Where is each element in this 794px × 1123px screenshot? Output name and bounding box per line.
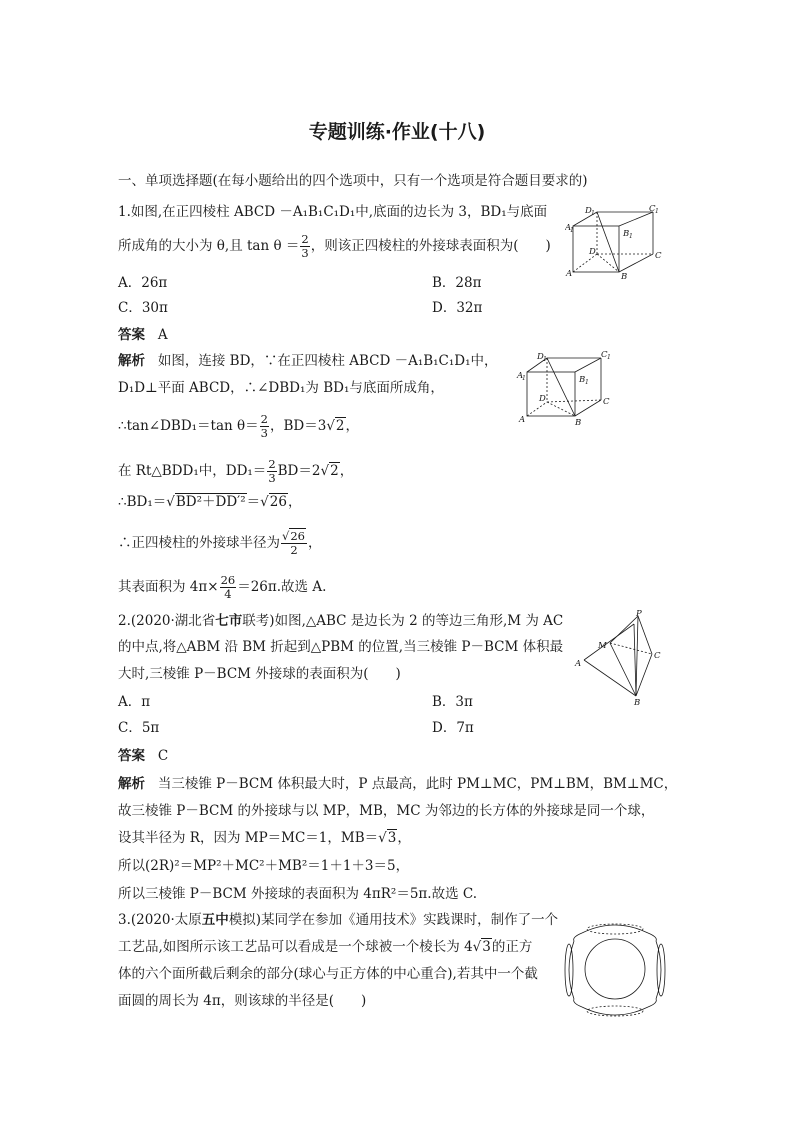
q1-option-a[interactable]: A．26π [118,275,168,291]
label-a1: A [517,371,524,381]
q1-solution-line2: D₁D⊥平面 ABCD，∴∠DBD₁为 BD₁与底面所成角， [118,380,444,396]
label-d1: D [585,206,592,216]
page-title: 专题训练·作业(十八) [308,121,486,143]
label-c: C [655,251,662,261]
label-c1: C [649,204,656,214]
svg-text:1: 1 [570,227,574,234]
label-a: A [519,415,526,425]
q2-stem-line3: 大时,三棱锥 P－BCM 外接球的表面积为( ) [118,666,401,682]
q1-stem-line1: 1.如图,在正四棱柱 ABCD －A₁B₁C₁D₁中,底面的边长为 3，BD₁与底面 [118,204,548,220]
q2-option-d[interactable]: D．7π [432,720,474,736]
q2-triangle-figure [570,610,670,710]
q2-option-c[interactable]: C．5π [118,720,160,736]
q1-option-c[interactable]: C．30π [118,300,168,316]
label-c: C [603,397,610,407]
q3-sphere-figure [560,915,670,1025]
label-d1: D [537,352,544,362]
section-heading: 一、单项选择题(在每小题给出的四个选项中，只有一个选项是符合题目要求的) [118,173,588,189]
label-b: B [634,698,641,708]
q1-option-d[interactable]: D．32π [432,300,483,316]
svg-text:1: 1 [585,379,589,386]
svg-text:1: 1 [607,354,611,361]
q2-solution-line4: 所以(2R)²＝MP²＋MC²＋MB²＝1＋1＋3＝5， [118,858,410,874]
q1-solution-figure [513,350,613,430]
q1-prism-figure [565,204,665,280]
q1-solution-line3: ∴tan∠DBD₁＝tan θ＝ $\frac{2}{3}$ ，BD＝3√2， [118,412,360,440]
q2-answer: 答案 C [118,748,169,764]
label-a: A [575,659,582,669]
label-c1: C [601,350,608,360]
label-b1: B [579,375,586,385]
q2-solution-line2: 故三棱锥 P－BCM 的外接球与以 MP，MB，MC 为邻边的长方体的外接球是同一个球， [118,803,655,819]
q1-solution-line4: 在 Rt△BDD₁中，DD₁＝ $\frac{2}{3}$ BD＝2√2， [118,457,354,485]
q1-solution-line5: ∴BD₁＝√BD²＋DD′²＝√26， [118,494,302,510]
q2-solution-line5: 所以三棱锥 P－BCM 外接球的表面积为 4πR²＝5π.故选 C. [118,886,478,902]
label-d: D [589,247,596,257]
q1-answer: 答案 A [118,327,168,343]
label-b: B [575,418,582,428]
label-b: B [621,272,628,280]
q1-option-b[interactable]: B．28π [432,275,482,291]
q3-stem-line4: 面圆的周长为 4π，则该球的半径是( ) [118,993,367,1009]
label-m: M [598,641,607,651]
label-a1: A [565,223,572,233]
svg-text:1: 1 [629,233,633,240]
q2-stem-line2: 的中点,将△ABM 沿 BM 折起到△PBM 的位置,当三棱锥 P－BCM 体积最 [118,639,564,655]
q1-stem-line2: 所成角的大小为 θ,且 tan θ ＝ $\frac{2}{3}$ ，则该正四棱柱的外接球表面积为( ) [118,232,551,260]
q2-stem-line1: 2.(2020·湖北省七市联考)如图,△ABC 是边长为 2 的等边三角形,M 为 AC [118,613,564,629]
q2-solution-line3: 设其半径为 R，因为 MP＝MC＝1，MB＝√3， [118,830,411,846]
q1-fraction: $\frac{2}{3}$ [301,232,309,260]
label-a: A [566,269,573,279]
label-d: D [539,394,546,404]
label-p: P [636,610,642,619]
svg-text:1: 1 [543,356,547,363]
q2-option-a[interactable]: A．π [118,694,151,710]
q1-solution-line1: 解析 如图，连接 BD，∵在正四棱柱 ABCD －A₁B₁C₁D₁中， [118,353,498,369]
svg-text:1: 1 [591,210,595,217]
label-b1: B [623,229,630,239]
q2-option-b[interactable]: B．3π [432,694,473,710]
q1-solution-line7: 其表面积为 4π× $\frac{26}{4}$ ＝26π.故选 A. [118,573,327,601]
svg-text:1: 1 [522,375,526,382]
q3-stem-line2: 工艺品,如图所示该工艺品可以看成是一个球被一个棱长为 4√3的正方 [118,939,533,955]
q1-solution-line6: ∴正四棱柱的外接球半径为 $\frac{√26}{2}$ ， [118,529,322,557]
q3-stem-line3: 体的六个面所截后剩余的部分(球心与正方体的中心重合),若其中一个截 [118,966,538,982]
q3-stem-line1: 3.(2020·太原五中模拟)某同学在参加《通用技术》实践课时，制作了一个 [118,912,559,928]
q2-solution-line1: 解析 当三棱锥 P－BCM 体积最大时，P 点最高，此时 PM⊥MC，PM⊥BM，BM⊥MC， [118,776,678,792]
label-c: C [654,651,661,661]
svg-text:1: 1 [655,208,659,215]
